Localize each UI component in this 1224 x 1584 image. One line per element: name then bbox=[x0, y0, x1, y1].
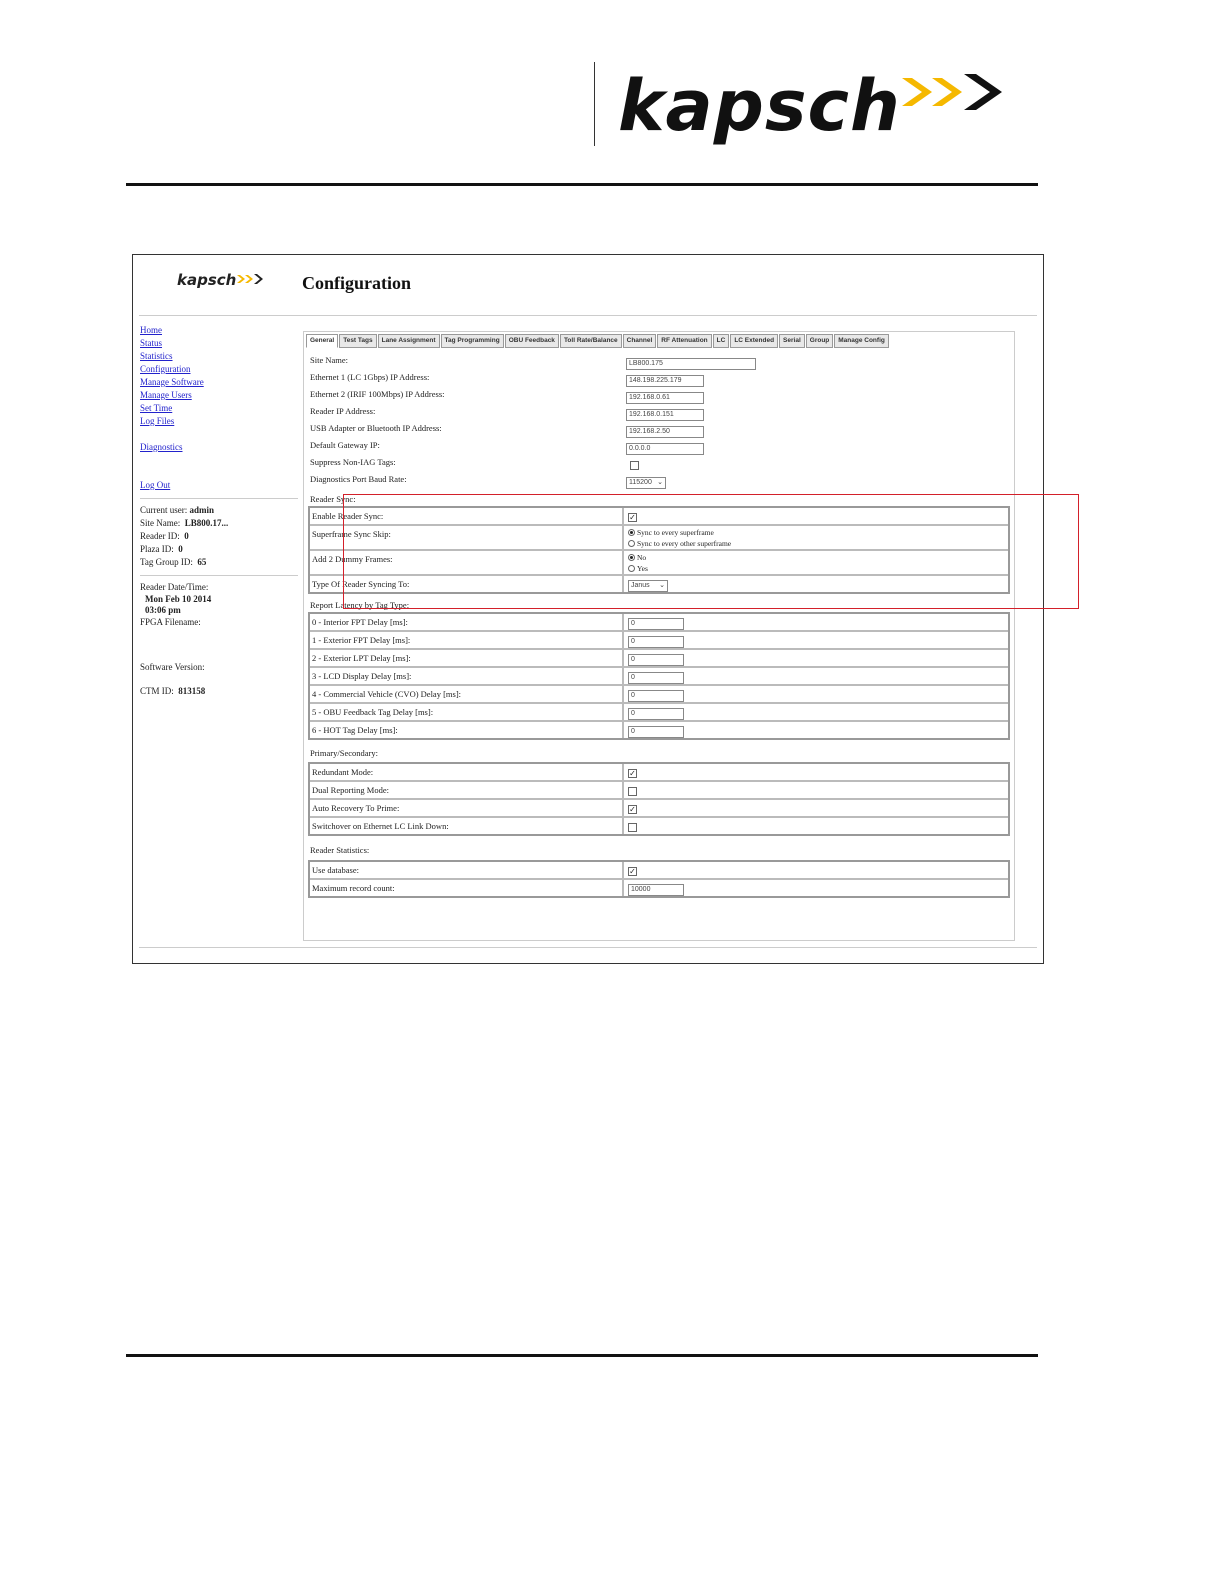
latency-title: Report Latency by Tag Type: bbox=[310, 600, 410, 610]
reader-id-value: 0 bbox=[184, 531, 189, 541]
footer-divider bbox=[139, 947, 1037, 948]
use-database-checkbox[interactable]: ✓ bbox=[629, 866, 636, 876]
usb-ip-input[interactable]: 192.168.2.50 bbox=[626, 426, 704, 438]
option-label: Sync to every other superframe bbox=[637, 539, 732, 548]
nav-statistics[interactable]: Statistics bbox=[140, 351, 173, 361]
dual-reporting-checkbox[interactable] bbox=[628, 787, 637, 796]
table-row bbox=[310, 798, 1008, 816]
tab-toll-rate-balance[interactable]: Toll Rate/Balance bbox=[560, 334, 622, 348]
table-row bbox=[310, 720, 1008, 738]
enable-sync-checkbox[interactable]: ✓ bbox=[629, 512, 636, 522]
latency-table bbox=[308, 612, 1010, 740]
baud-select[interactable] bbox=[626, 477, 666, 489]
general-tab-content bbox=[310, 352, 1010, 898]
logo-divider bbox=[594, 62, 595, 146]
max-record-input[interactable]: 10000 bbox=[628, 884, 684, 896]
field-label: Reader IP Address: bbox=[310, 406, 376, 416]
tab-channel[interactable]: Channel bbox=[623, 334, 657, 348]
eth2-field bbox=[310, 386, 1010, 403]
tab-lc[interactable]: LC bbox=[713, 334, 730, 348]
latency-input[interactable]: 0 bbox=[628, 690, 684, 702]
max-record-label: Maximum record count: bbox=[310, 880, 624, 896]
sync-type-label: Type Of Reader Syncing To: bbox=[310, 576, 624, 592]
current-user-label: Current user: bbox=[140, 505, 188, 515]
baud-value: 115200 bbox=[629, 479, 652, 486]
nav-diagnostics[interactable]: Diagnostics bbox=[140, 442, 183, 452]
enable-sync-label: Enable Reader Sync: bbox=[310, 508, 624, 524]
web-ui-screenshot bbox=[132, 254, 1044, 964]
suppress-checkbox[interactable] bbox=[630, 461, 639, 470]
nav-configuration[interactable]: Configuration bbox=[140, 364, 191, 374]
site-name-row bbox=[140, 517, 300, 530]
use-database-label: Use database: bbox=[310, 862, 624, 878]
software-version-label: Software Version: bbox=[140, 662, 205, 672]
switchover-checkbox[interactable] bbox=[628, 823, 637, 832]
datetime-label: Reader Date/Time: bbox=[140, 582, 209, 592]
table-row bbox=[310, 630, 1008, 648]
latency-input[interactable]: 0 bbox=[628, 672, 684, 684]
latency-label: 1 - Exterior FPT Delay [ms]: bbox=[310, 632, 624, 648]
tab-rf-attenuation[interactable]: RF Attenuation bbox=[657, 334, 711, 348]
nav-log-files[interactable]: Log Files bbox=[140, 416, 175, 426]
auto-recovery-label: Auto Recovery To Prime: bbox=[310, 800, 624, 816]
app-brand: kapsch bbox=[177, 271, 237, 289]
config-panel bbox=[303, 331, 1015, 941]
time-value: 03:06 pm bbox=[145, 605, 181, 615]
latency-label: 0 - Interior FPT Delay [ms]: bbox=[310, 614, 624, 630]
nav-home[interactable]: Home bbox=[140, 325, 162, 335]
primary-secondary-title: Primary/Secondary: bbox=[310, 748, 378, 758]
field-label: USB Adapter or Bluetooth IP Address: bbox=[310, 423, 442, 433]
plaza-id-value: 0 bbox=[178, 544, 183, 554]
eth2-input[interactable]: 192.168.0.61 bbox=[626, 392, 704, 404]
page-title: Configuration bbox=[302, 273, 412, 293]
tab-group[interactable]: Group bbox=[806, 334, 834, 348]
reader-sync-title: Reader Sync: bbox=[310, 494, 356, 504]
nav-manage-users[interactable]: Manage Users bbox=[140, 390, 192, 400]
usb-ip-field bbox=[310, 420, 1010, 437]
nav-status[interactable]: Status bbox=[140, 338, 163, 348]
table-row bbox=[310, 780, 1008, 798]
date-value: Mon Feb 10 2014 bbox=[145, 594, 212, 604]
reader-statistics-table bbox=[308, 860, 1010, 898]
eth1-input[interactable]: 148.198.225.179 bbox=[626, 375, 704, 387]
tab-bar bbox=[306, 334, 889, 348]
highlight-box bbox=[343, 494, 1079, 609]
reader-statistics-title: Reader Statistics: bbox=[310, 845, 370, 855]
field-label: Ethernet 1 (LC 1Gbps) IP Address: bbox=[310, 372, 430, 382]
table-row bbox=[310, 614, 1008, 630]
latency-label: 4 - Commercial Vehicle (CVO) Delay [ms]: bbox=[310, 686, 624, 702]
tab-lc-extended[interactable]: LC Extended bbox=[730, 334, 778, 348]
table-row bbox=[310, 666, 1008, 684]
field-label: Diagnostics Port Baud Rate: bbox=[310, 474, 407, 484]
latency-input[interactable]: 0 bbox=[628, 636, 684, 648]
table-row bbox=[310, 878, 1008, 896]
latency-label: 3 - LCD Display Delay [ms]: bbox=[310, 668, 624, 684]
sidebar-divider bbox=[140, 575, 298, 576]
table-row bbox=[310, 684, 1008, 702]
latency-input[interactable]: 0 bbox=[628, 618, 684, 630]
field-label: Suppress Non-IAG Tags: bbox=[310, 457, 396, 467]
sidebar-divider bbox=[140, 498, 298, 499]
header-rule bbox=[126, 183, 1038, 186]
chevrons-icon bbox=[902, 70, 1018, 114]
tag-group-value: 65 bbox=[197, 557, 207, 567]
reader-ip-field bbox=[310, 403, 1010, 420]
field-label: Site Name: bbox=[310, 355, 349, 365]
site-name-field bbox=[310, 352, 1010, 369]
suppress-field bbox=[310, 454, 1010, 471]
fpga-label: FPGA Filename: bbox=[140, 617, 201, 627]
current-user-value: admin bbox=[189, 505, 215, 515]
field-label: Ethernet 2 (IRIF 100Mbps) IP Address: bbox=[310, 389, 445, 399]
field-label: Default Gateway IP: bbox=[310, 440, 380, 450]
tab-tag-programming[interactable]: Tag Programming bbox=[441, 334, 504, 348]
option-label: Sync to every superframe bbox=[637, 528, 714, 537]
tag-group-label: Tag Group ID: bbox=[140, 557, 193, 567]
sync-skip-label: Superframe Sync Skip: bbox=[310, 526, 624, 549]
eth1-field bbox=[310, 369, 1010, 386]
site-name-label: Site Name: bbox=[140, 518, 181, 528]
nav-logout[interactable]: Log Out bbox=[140, 480, 171, 490]
reader-id-label: Reader ID: bbox=[140, 531, 180, 541]
tag-group-row bbox=[140, 556, 300, 569]
dual-reporting-label: Dual Reporting Mode: bbox=[310, 782, 624, 798]
small-chevrons-icon bbox=[237, 273, 263, 285]
tab-serial[interactable]: Serial bbox=[779, 334, 805, 348]
gateway-field bbox=[310, 437, 1010, 454]
tab-test-tags[interactable]: Test Tags bbox=[339, 334, 376, 348]
current-user-row bbox=[140, 504, 300, 517]
latency-label: 6 - HOT Tag Delay [ms]: bbox=[310, 722, 624, 738]
sync-type-value: Janus bbox=[631, 582, 650, 589]
tab-obu-feedback[interactable]: OBU Feedback bbox=[505, 334, 559, 348]
chevron-down-icon: ⌄ bbox=[657, 479, 663, 486]
primary-secondary-table bbox=[308, 762, 1010, 836]
baud-field bbox=[310, 471, 1010, 488]
dummy-frames-label: Add 2 Dummy Frames: bbox=[310, 551, 624, 574]
tab-manage-config[interactable]: Manage Config bbox=[834, 334, 889, 348]
table-row bbox=[310, 862, 1008, 878]
ctm-id-label: CTM ID: bbox=[140, 686, 174, 696]
table-row bbox=[310, 648, 1008, 666]
latency-label: 5 - OBU Feedback Tag Delay [ms]: bbox=[310, 704, 624, 720]
document-logo bbox=[594, 62, 1034, 148]
redundant-label: Redundant Mode: bbox=[310, 764, 624, 780]
gateway-input[interactable]: 0.0.0.0 bbox=[626, 443, 704, 455]
nav-manage-software[interactable]: Manage Software bbox=[140, 377, 204, 387]
table-row bbox=[310, 702, 1008, 720]
switchover-label: Switchover on Ethernet LC Link Down: bbox=[310, 818, 624, 834]
option-label: No bbox=[637, 553, 647, 562]
nav-set-time[interactable]: Set Time bbox=[140, 403, 173, 413]
tab-general[interactable]: General bbox=[306, 334, 338, 348]
redundant-checkbox[interactable]: ✓ bbox=[629, 768, 636, 778]
site-name-input[interactable]: LB800.175 bbox=[626, 358, 756, 370]
ctm-id-row bbox=[140, 685, 300, 698]
latency-label: 2 - Exterior LPT Delay [ms]: bbox=[310, 650, 624, 666]
header-divider bbox=[139, 315, 1037, 316]
option-label: Yes bbox=[637, 564, 648, 573]
tab-lane-assignment[interactable]: Lane Assignment bbox=[378, 334, 440, 348]
app-logo bbox=[177, 271, 236, 291]
footer-rule bbox=[126, 1354, 1038, 1357]
latency-input[interactable]: 0 bbox=[628, 654, 684, 666]
reader-ip-input[interactable]: 192.168.0.151 bbox=[626, 409, 704, 421]
table-row bbox=[310, 816, 1008, 834]
sidebar bbox=[140, 324, 300, 698]
table-row bbox=[310, 764, 1008, 780]
plaza-id-label: Plaza ID: bbox=[140, 544, 174, 554]
latency-input[interactable]: 0 bbox=[628, 726, 684, 738]
chevron-down-icon: ⌄ bbox=[659, 582, 665, 589]
reader-id-row bbox=[140, 530, 300, 543]
site-name-value: LB800.17... bbox=[184, 518, 229, 528]
document-brand: kapsch bbox=[618, 65, 901, 147]
auto-recovery-checkbox[interactable]: ✓ bbox=[629, 804, 636, 814]
latency-input[interactable]: 0 bbox=[628, 708, 684, 720]
ctm-id-value: 813158 bbox=[178, 686, 206, 696]
plaza-id-row bbox=[140, 543, 300, 556]
